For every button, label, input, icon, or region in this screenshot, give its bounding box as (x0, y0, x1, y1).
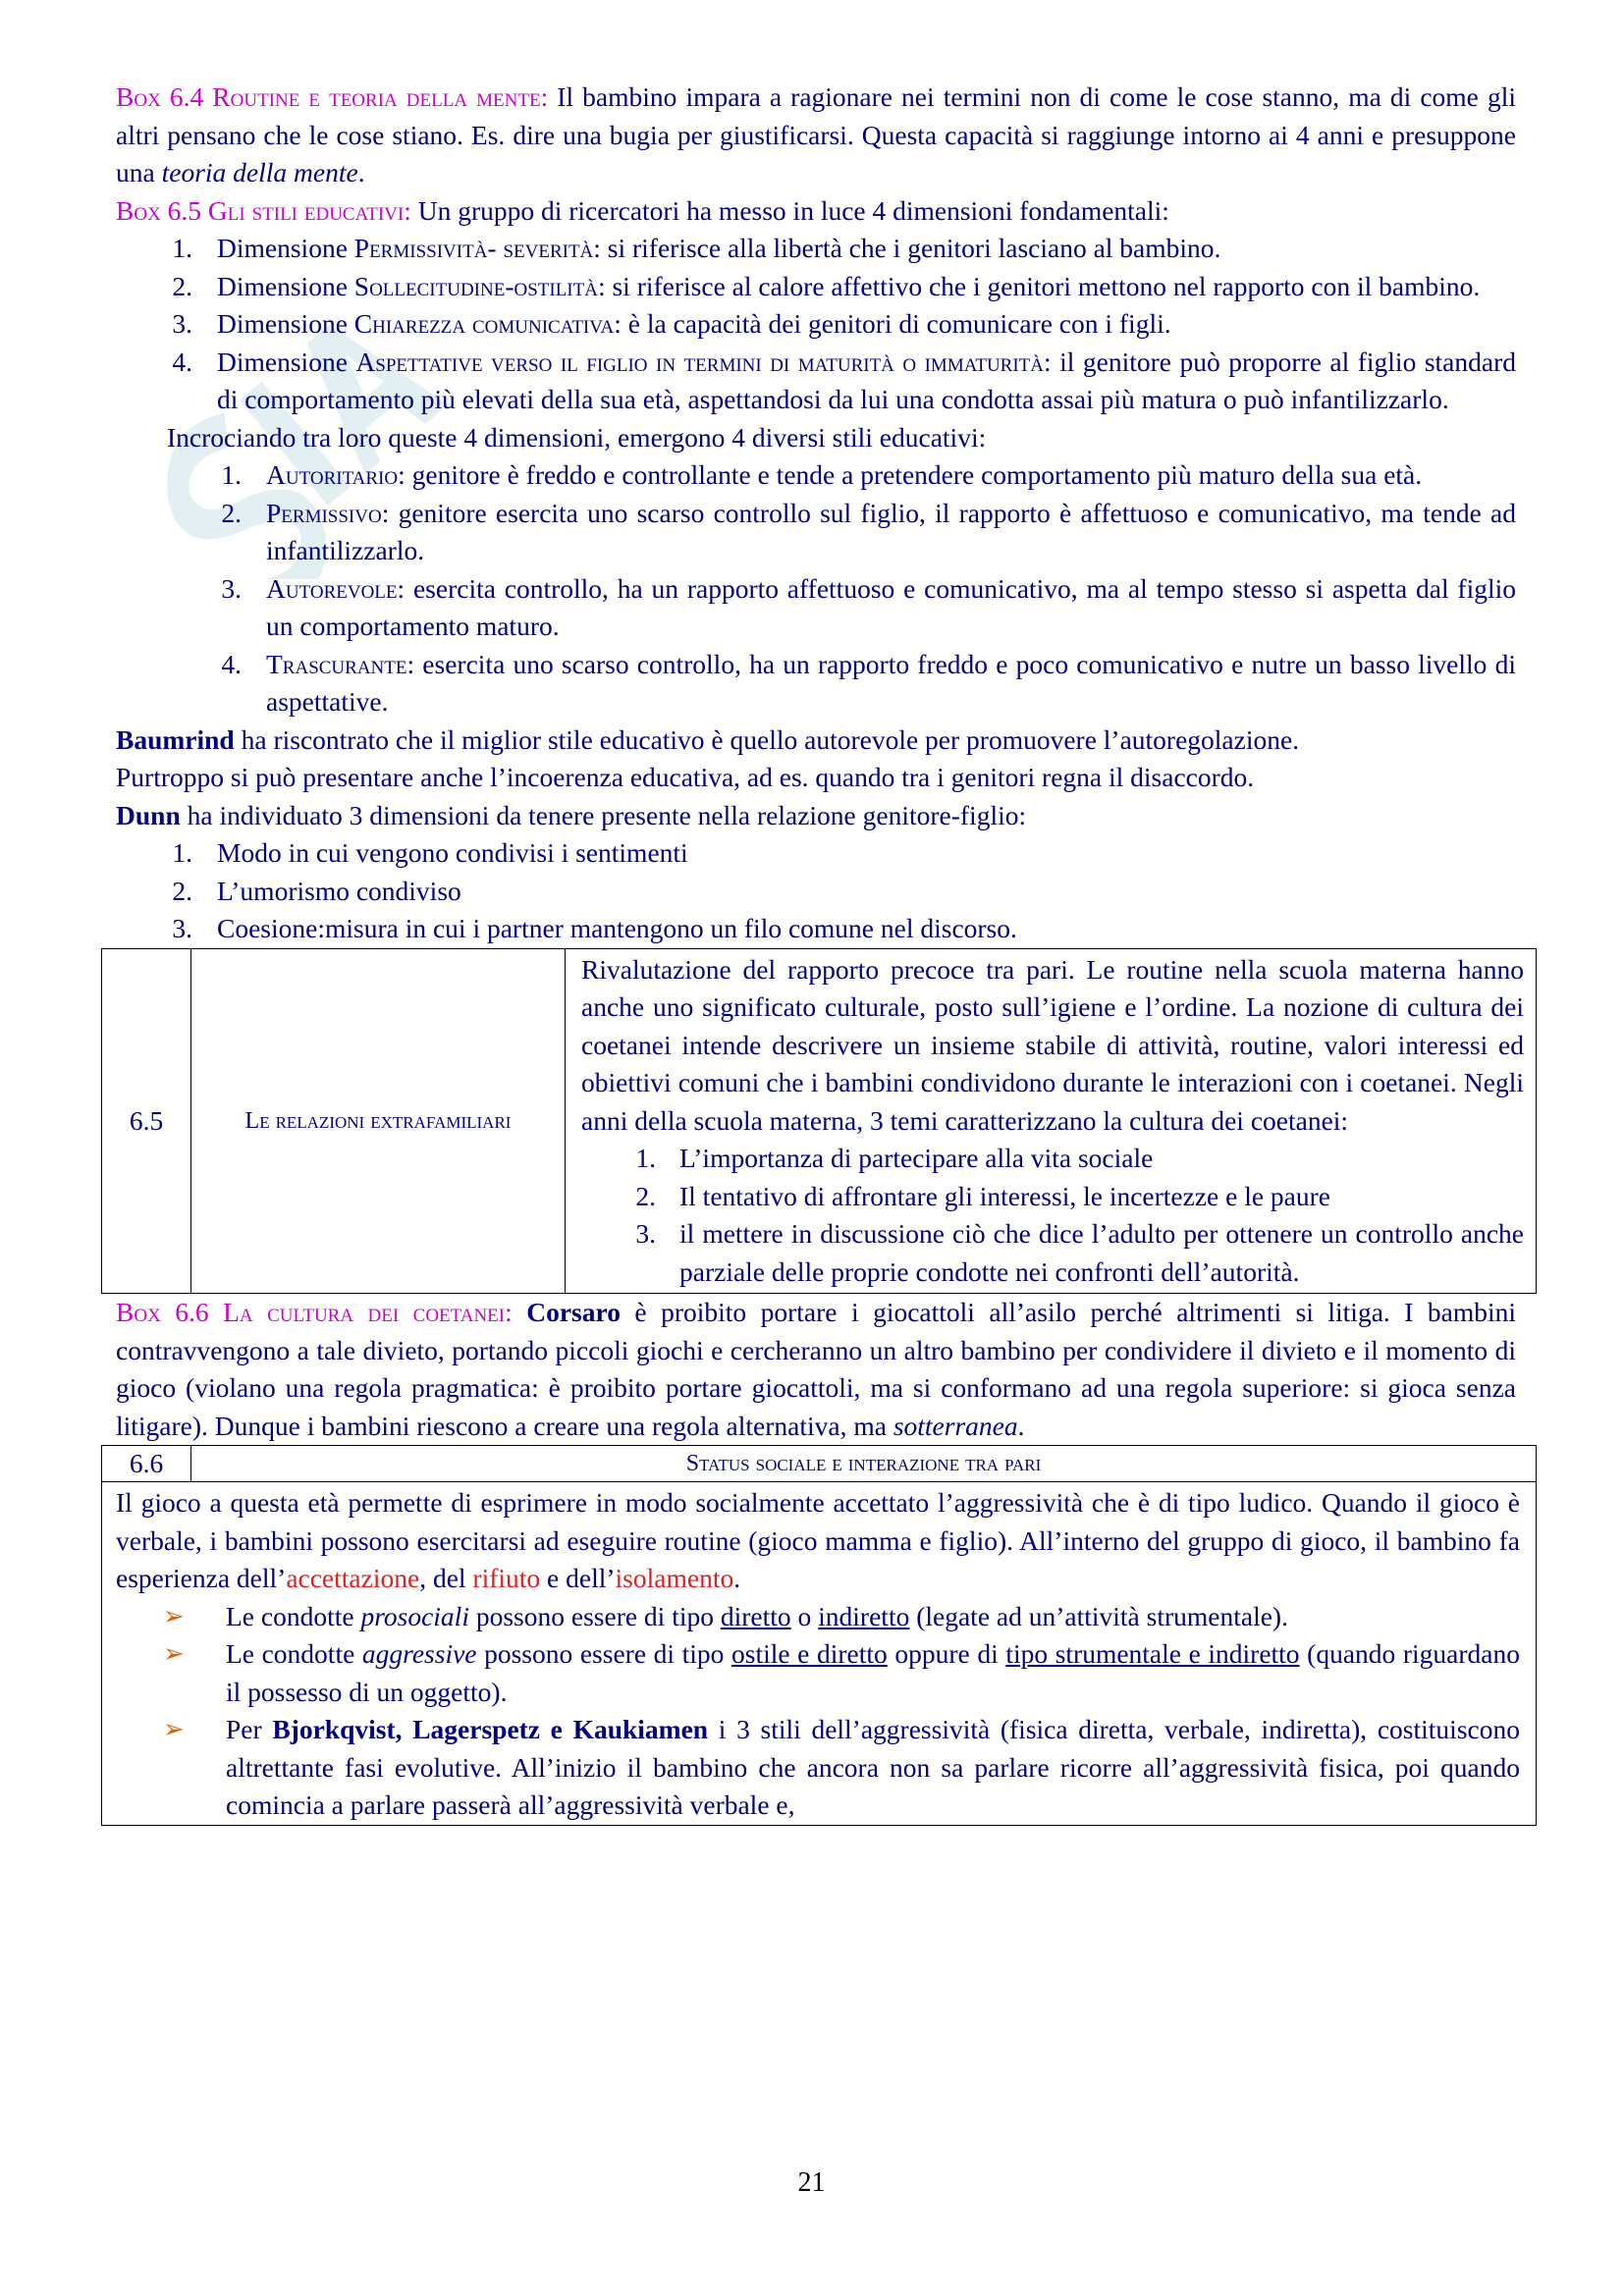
list-item: ➢ Le condotte aggressive possono essere di tipo ostile e diretto oppure di tipo strumentale e indiretto (quando riguardano il possesso di un oggetto). (116, 1635, 1520, 1711)
styles-list (116, 456, 1516, 721)
page-number: 21 (797, 2167, 826, 2198)
list-item: 4. Dimensione Aspettative verso il figlio in termini di maturità o immaturità: il genitore può proporre al figlio standard di comportamento più elevati della sua età, aspettandosi da lui una condotta assai più matura o può infantilizzarlo. (172, 346, 1516, 414)
list-item: 1. L’importanza di partecipare alla vita sociale (635, 1143, 1154, 1173)
list-item: 1. Autoritario: genitore è freddo e controllante e tende a pretendere comportamento più maturo della sua età. (221, 459, 1423, 490)
baumrind-paragraph: Baumrind ha riscontrato che il miglior stile educativo è quello autorevole per promuovere l’autoregolazione. (116, 723, 1300, 755)
box-6-6: Box 6.6 La cultura dei coetanei: Corsaro è proibito portare i giocattoli all’asilo perché altrimenti si litiga. I bambini contravvengono a tale divieto, portando piccoli giochi e cercheranno un altro bambino per condividere il divieto e il momento di gioco (violano una regola pragmatica: è proibito portare giocattoli, ma si conformano ad una regola superiore: si gioca senza litigare). Dunque i bambini riescono a creare una regola alternativa, ma sotterranea. (116, 1297, 1516, 1441)
box-6-6-label: Box 6.6 La cultura dei coetanei: (116, 1297, 513, 1327)
section-body: Il gioco a questa età permette di esprimere in modo socialmente accettato l’aggressività che è di tipo ludico. Quando il gioco è verbale, i bambini possono esercitarsi ad eseguire routine (gioco mamma e figlio). All’interno del gruppo di gioco, il bambino fa esperienza dell’accettazione, del rifiuto e dell’isolamento. ➢ Le condotte prosociali possono essere di tipo diretto o indiretto (legate ad un’attività strumentale). ➢ Le condotte aggressive possono essere di tipo ostile e diretto oppure di tipo strumentale e indiretto (quando riguardano il possesso di un oggetto). ➢ Per Bjorkqvist, Lagerspetz e Kaukiamen i 3 stili dell’aggressività (fisica diretta, verbale, indiretta), costituiscono altrettante fasi evolutive. All’inizio il bambino che ancora non sa parlare ricorre all’aggressività fisica, poi quando comincia a parlare passerà all’aggressività verbale e, (102, 1482, 1537, 1826)
section-6-6-table (101, 1445, 1537, 1826)
section-number: 6.6 (102, 1446, 191, 1482)
box-6-4-label: Box 6.4 Routine e teoria della mente: (116, 81, 549, 112)
list-item: ➢ Le condotte prosociali possono essere di tipo diretto o indiretto (legate ad un’attività strumentale). (116, 1598, 1520, 1636)
list-item: 2. Il tentativo di affrontare gli interessi, le incertezze e le paure (635, 1180, 1330, 1211)
section-number: 6.5 (102, 948, 191, 1294)
themes-list (581, 1140, 1524, 1291)
list-item: 1. Dimensione Permissività- severità: si riferisce alla libertà che i genitori lasciano al bambino. (172, 233, 1221, 263)
dunn-paragraph: Dunn ha individuato 3 dimensioni da tenere presente nella relazione genitore-figlio: (116, 799, 1027, 830)
list-item: 3. Autorevole: esercita controllo, ha un rapporto affettuoso e comunicativo, ma al tempo stesso si aspetta dal figlio un comportamento maturo. (221, 572, 1516, 641)
arrow-bullet-icon: ➢ (163, 1715, 185, 1743)
list-item: ➢ Per Bjorkqvist, Lagerspetz e Kaukiamen i 3 stili dell’aggressività (fisica diretta, verbale, indiretta), costituiscono altrettante fasi evolutive. All’inizio il bambino che ancora non sa parlare ricorre all’aggressività fisica, poi quando comincia a parlare passerà all’aggressività verbale e, (116, 1711, 1520, 1825)
section-6-5-table (101, 948, 1537, 1295)
list-item: 3. Coesione:misura in cui i partner mantengono un filo comune nel discorso. (172, 913, 1017, 943)
section-title: Status sociale e interazione tra pari (191, 1446, 1537, 1482)
list-item: 1. Modo in cui vengono condivisi i sentimenti (172, 837, 688, 868)
list-item: 2. Dimensione Sollecitudine-ostilità: si riferisce al calore affettivo che i genitori mettono nel rapporto con il bambino. (172, 270, 1481, 301)
list-item: 3. Dimensione Chiarezza comunicativa: è la capacità dei genitori di comunicare con i figli. (172, 308, 1171, 339)
section-body: Rivalutazione del rapporto precoce tra pari. Le routine nella scuola materna hanno anche uno significato culturale, posto sull’igiene e l’ordine. La nozione di cultura dei coetanei intende descrivere un insieme stabile di attività, routine, valori interessi ed obiettivi comuni che i bambini condividono durante le interazioni con i coetanei. Negli anni della scuola materna, 3 temi caratterizzano la cultura dei coetanei: 1. L’importanza di partecipare alla vita sociale 2. Il tentativo di affrontare gli interessi, le incertezze e le paure 3. il mettere in discussione ciò che dice l’adulto per ottenere un controllo anche parziale delle proprie condotte nei confronti dell’autorità. (566, 948, 1537, 1294)
dimensions-list (116, 230, 1516, 419)
box-6-5: Box 6.5 Gli stili educativi: Un gruppo di ricercatori ha messo in luce 4 dimensioni fondamentali: (116, 194, 1169, 226)
box-6-5-label: Box 6.5 Gli stili educativi: (116, 194, 411, 226)
list-item: 2. L’umorismo condiviso (172, 875, 461, 906)
list-item: 2. Permissivo: genitore esercita uno scarso controllo sul figlio, il rapporto è affettuoso e comunicativo, ma tende ad infantilizzarlo. (221, 497, 1516, 565)
section-title: Le relazioni extrafamiliari (191, 948, 566, 1294)
arrow-bullet-icon: ➢ (163, 1601, 185, 1630)
incoerenza-paragraph: Purtroppo si può presentare anche l’incoerenza educativa, ad es. quando tra i genitori regna il disaccordo. (116, 762, 1255, 792)
page-content (116, 79, 1524, 1826)
list-item: 3. il mettere in discussione ciò che dice l’adulto per ottenere un controllo anche parziale delle proprie condotte nei confronti dell’autorità. (635, 1218, 1524, 1287)
box-6-4: Box 6.4 Routine e teoria della mente: Il bambino impara a ragionare nei termini non di come le cose stanno, ma di come gli altri pensano che le cose stiano. Es. dire una bugia per giustificarsi. Questa capacità si raggiunge intorno ai 4 anni e presuppone una teoria della mente. (116, 81, 1516, 187)
arrow-bullet-icon: ➢ (163, 1639, 185, 1668)
styles-intro: Incrociando tra loro queste 4 dimensioni, emergono 4 diversi stili educativi: (167, 421, 987, 453)
list-item: 4. Trascurante: esercita uno scarso controllo, ha un rapporto freddo e poco comunicativo e nutre un basso livello di aspettative. (221, 648, 1516, 717)
dunn-list (116, 834, 1516, 948)
